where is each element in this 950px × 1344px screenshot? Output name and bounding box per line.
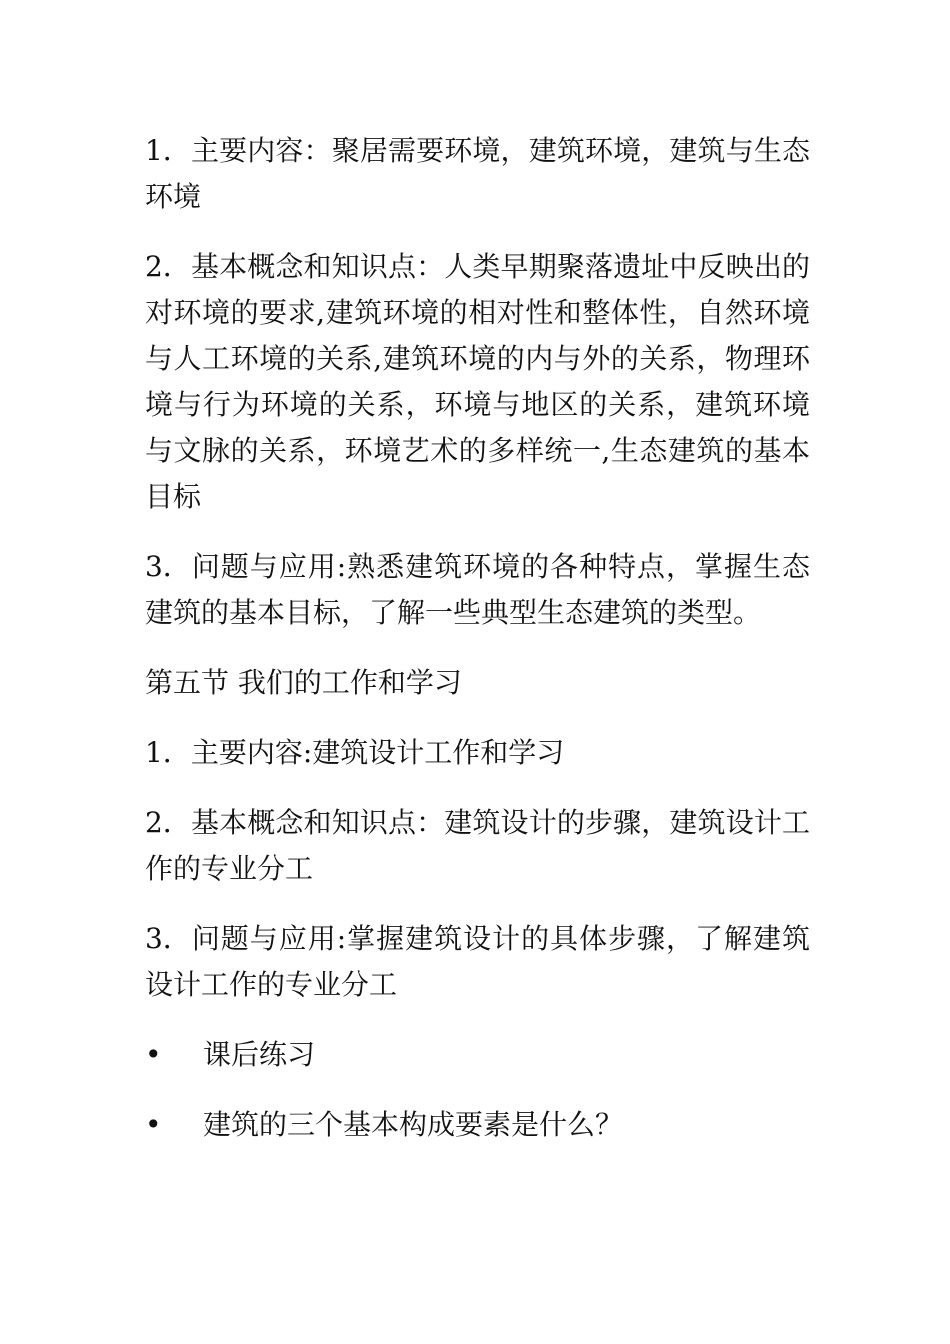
item-number: 1． bbox=[145, 736, 191, 769]
item-text: 问题与应用:掌握建筑设计的具体步骤，了解建筑设计工作的专业分工 bbox=[145, 922, 810, 1001]
item-text: 问题与应用:熟悉建筑环境的各种特点，掌握生态建筑的基本目标，了解一些典型生态建筑的类型。 bbox=[145, 550, 810, 629]
list-item-s4-2 bbox=[145, 244, 810, 520]
list-item-s5-3 bbox=[145, 916, 810, 1008]
document-body bbox=[145, 128, 810, 1172]
item-number: 1． bbox=[145, 134, 191, 167]
item-text: 主要内容：聚居需要环境，建筑环境，建筑与生态环境 bbox=[145, 134, 810, 213]
section-heading: 第五节 我们的工作和学习 bbox=[145, 666, 462, 699]
bullet-icon: • bbox=[145, 1108, 162, 1141]
bullet-text: 建筑的三个基本构成要素是什么？ bbox=[203, 1108, 624, 1141]
item-number: 2． bbox=[145, 250, 191, 283]
bullet-item-question bbox=[145, 1102, 810, 1148]
bullet-icon: • bbox=[145, 1038, 162, 1071]
item-number: 2． bbox=[145, 806, 191, 839]
item-text: 基本概念和知识点：建筑设计的步骤，建筑设计工作的专业分工 bbox=[145, 806, 810, 885]
list-item-s4-3 bbox=[145, 544, 810, 636]
item-text: 主要内容:建筑设计工作和学习 bbox=[190, 736, 565, 769]
item-text: 基本概念和知识点：人类早期聚落遗址中反映出的对环境的要求,建筑环境的相对性和整体性，自然环境与人工环境的关系,建筑环境的内与外的关系，物理环境与行为环境的关系，环境与地区的关系，建筑环境与文脉的关系，环境艺术的多样统一,生态建筑的基本目标 bbox=[145, 250, 810, 513]
list-item-s4-1 bbox=[145, 128, 810, 220]
list-item-s5-2 bbox=[145, 800, 810, 892]
bullet-text: 课后练习 bbox=[203, 1038, 316, 1071]
item-number: 3． bbox=[145, 922, 191, 955]
list-item-s5-1 bbox=[145, 730, 810, 776]
bullet-item-exercises bbox=[145, 1032, 810, 1078]
item-number: 3． bbox=[145, 550, 191, 583]
